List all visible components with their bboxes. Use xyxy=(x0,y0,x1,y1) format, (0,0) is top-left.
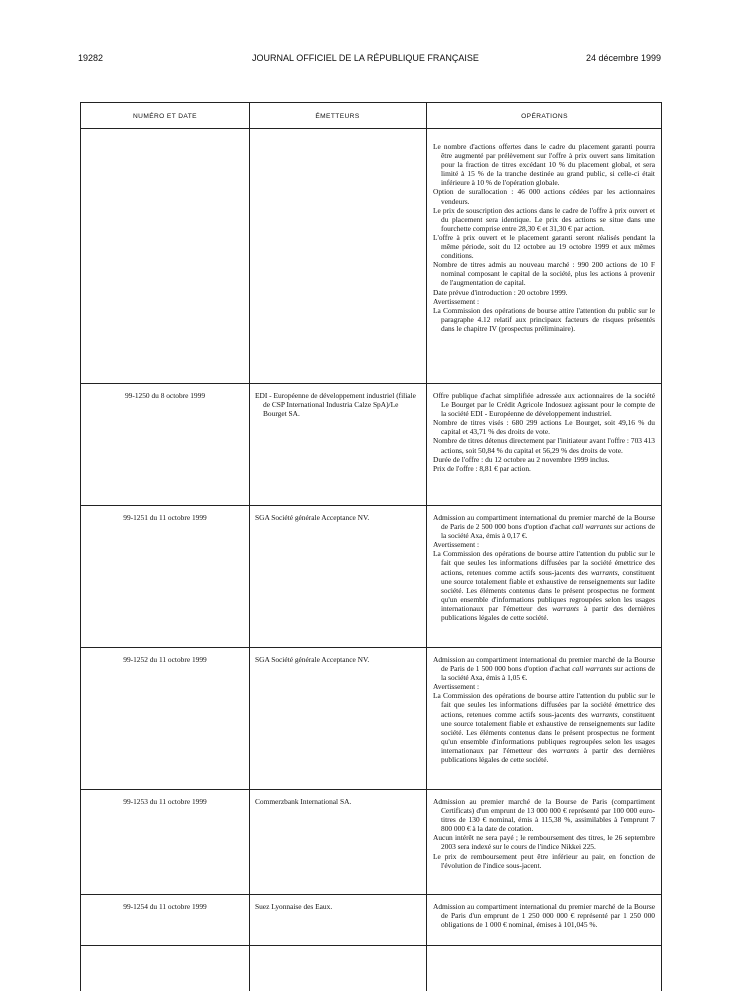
journal-title: JOURNAL OFFICIEL DE LA RÉPUBLIQUE FRANÇAISE xyxy=(252,53,479,63)
table-row-operations: Le nombre d'actions offertes dans le cadre du placement garanti pourra être augmenté par prélèvement sur l'offre à prix ouvert sans limitation pour la fraction de titres excédant 10 % du placement global, et sera limité à 15 % de la tranche destinée au grand public, si celle-ci était inférieure à 10 % de l'opération globale. Option de surallocation : 46 000 actions cédées par les actionnaires vendeurs. Le prix de souscription des actions dans le cadre de l'offre à prix ouvert et du placement sera identique. Le prix des actions se situe dans une fourchette comprise entre 28,30 € et 31,30 € par action. L'offre à prix ouvert et le placement garanti seront réalisés pendant la même période, soit du 12 octobre au 19 octobre 1999 et aux mêmes conditions. Nombre de titres admis au nouveau marché : 990 200 actions de 10 F nominal composant le capital de la société, plus les actions à provenir de l'augmentation de capital. Date prévue d'introduction : 20 octobre 1999. Avertissement : La Commission des opérations de bourse attire l'attention du public sur le paragraphe 4.12 relatif aux principaux facteurs de risques présentés dans le chapitre IV (prospectus préliminaire). xyxy=(433,142,655,333)
table-row-emetteur: SGA Société générale Acceptance NV. xyxy=(255,655,370,664)
table-row-operations: Offre publique d'achat simplifiée adressée aux actionnaires de la société Le Bourget par le Crédit Agricole Indosuez agissant pour le compte de la société EDI - Européenne de développement industriel. Nombre de titres visés : 680 299 actions Le Bourget, soit 49,16 % du capital et 43,71 % des droits de vote. Nombre de titres détenus directement par l'initiateur avant l'offre : 703 413 actions, soit 50,84 % du capital et 56,29 % des droits de vote. Durée de l'offre : du 12 octobre au 2 novembre 1999 inclus. Prix de l'offre : 8,81 € par action. xyxy=(433,391,655,473)
row-divider xyxy=(81,383,661,384)
column-header-emetteurs: ÉMETTEURS xyxy=(315,113,360,120)
table-row-operations: Admission au compartiment international du premier marché de la Bourse de Paris de 1 500 000 bons d'option d'achat call warrants sur actions de la société Axa, émis à 1,05 €. Avertissement : La Commission des opérations de bourse attire l'attention du public sur le fait que seules les informations diffusées par la société émettrice des actions, retenues comme actifs sous-jacents des warrants, constituent une source totalement fiable et exhaustive de renseignements sur ladite société. Les éléments contenus dans le présent prospectus ne forment qu'un ensemble d'informations publiques regroupées selon les usages internationaux par l'émetteur des warrants à partir des dernières publications légales de cette société. xyxy=(433,655,655,765)
row-divider xyxy=(81,789,661,790)
table-row-emetteur: EDI - Européenne de développement industriel (filiale de CSP International Industria Calze SpA)/Le Bourget SA. xyxy=(255,391,416,419)
page-number: 19282 xyxy=(78,53,104,63)
table-row-numero: 99-1252 du 11 octobre 1999 xyxy=(123,655,207,664)
table-row-numero: 99-1254 du 11 octobre 1999 xyxy=(123,902,207,911)
column-header-operations: OPÉRATIONS xyxy=(521,113,568,120)
table-row-numero: 99-1250 du 8 octobre 1999 xyxy=(124,391,206,400)
table-row-numero: 99-1253 du 11 octobre 1999 xyxy=(123,797,207,806)
column-divider xyxy=(249,103,250,991)
row-divider xyxy=(81,894,661,895)
column-header-numero: NUMÉRO ET DATE xyxy=(133,113,197,120)
table-row-emetteur: SGA Société générale Acceptance NV. xyxy=(255,513,370,522)
row-divider xyxy=(81,945,661,946)
row-divider xyxy=(81,128,661,129)
table-row-operations: Admission au premier marché de la Bourse de Paris (compartiment Certificats) d'un emprunt de 13 000 000 € représenté par 100 000 euro-titres de 130 € nominal, émis à 115,38 %, assimilables à l'emprunt 7 800 000 € à la date de cotation. Aucun intérêt ne sera payé ; le remboursement des titres, le 26 septembre 2003 sera indexé sur le cours de l'indice Nikkei 225. Le prix de remboursement peut être inférieur au pair, en fonction de l'évolution de l'indice sous-jacent. xyxy=(433,797,655,870)
operations-table xyxy=(80,102,662,991)
row-divider xyxy=(81,505,661,506)
row-divider xyxy=(81,647,661,648)
table-row-operations: Admission au compartiment international du premier marché de la Bourse de Paris de 2 500 000 bons d'option d'achat call warrants sur actions de la société Axa, émis à 0,17 €. Avertissement : La Commission des opérations de bourse attire l'attention du public sur le fait que seules les informations diffusées par la société émettrice des actions, retenues comme actifs sous-jacents des warrants, constituent une source totalement fiable et exhaustive de renseignements sur ladite société. Les éléments contenus dans le présent prospectus ne forment qu'un ensemble d'informations publiques regroupées selon les usages internationaux par l'émetteur des warrants à partir des dernières publications légales de cette société. xyxy=(433,513,655,623)
table-row-numero: 99-1251 du 11 octobre 1999 xyxy=(123,513,207,522)
table-row-emetteur: Commerzbank International SA. xyxy=(255,797,352,806)
column-divider xyxy=(426,103,427,991)
table-row-emetteur: Suez Lyonnaise des Eaux. xyxy=(255,902,333,911)
table-row-operations: Admission au compartiment international du premier marché de la Bourse de Paris d'un emprunt de 1 250 000 000 € représenté par 1 250 000 obligations de 1 000 € nominal, émises à 101,045 %. xyxy=(433,902,655,930)
issue-date: 24 décembre 1999 xyxy=(585,53,661,63)
